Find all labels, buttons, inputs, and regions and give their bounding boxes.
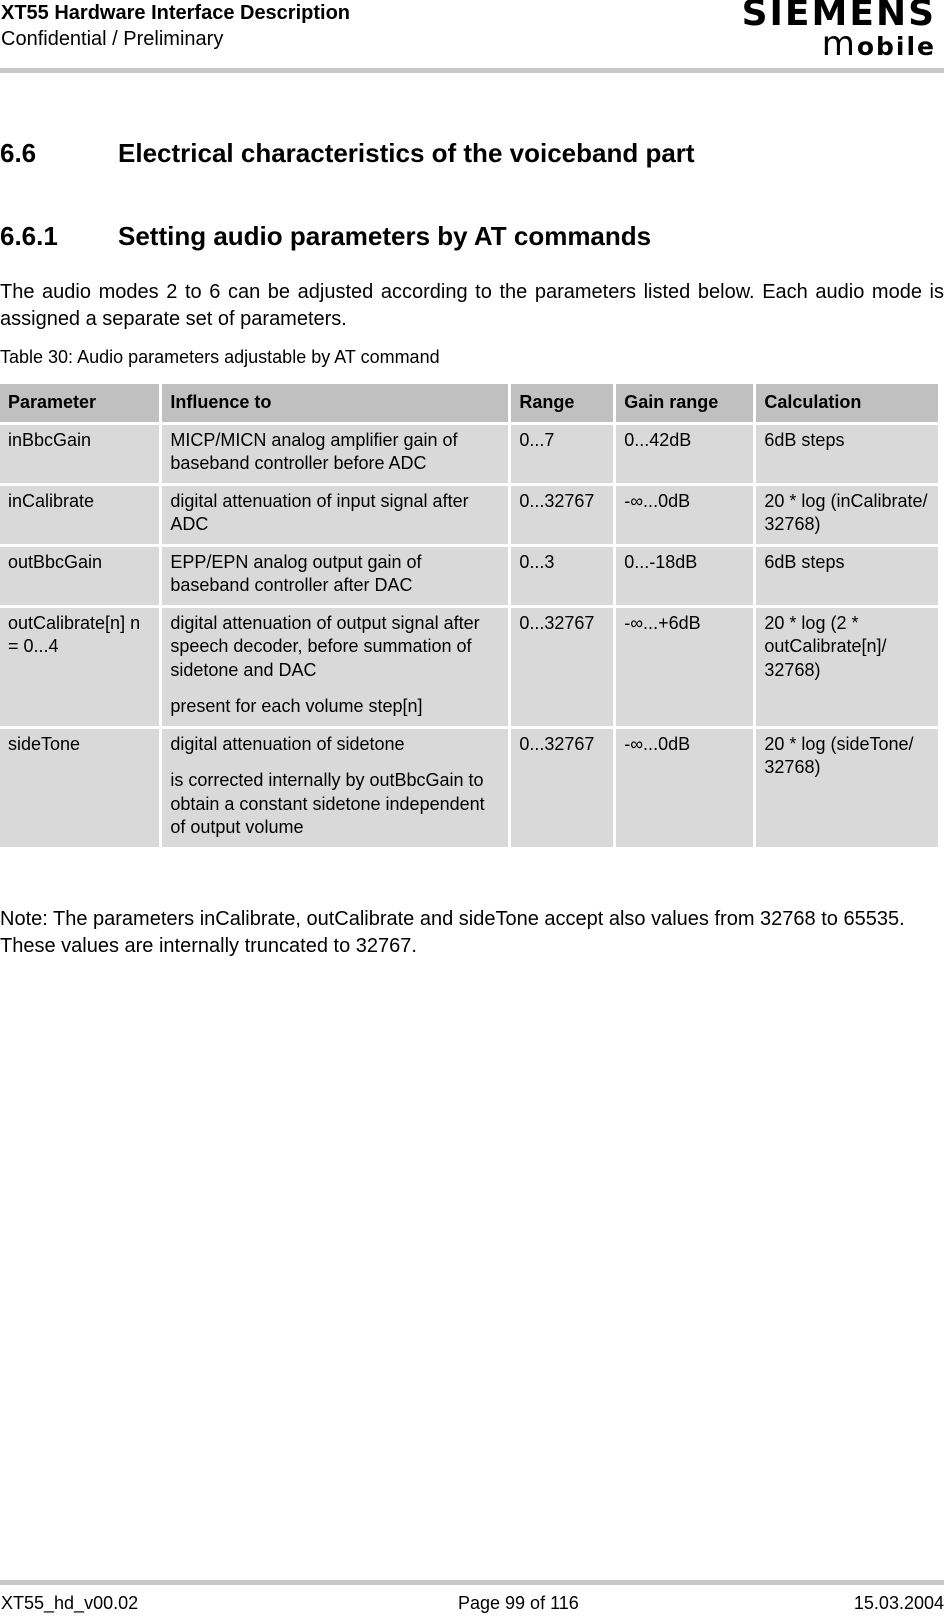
cell-influence xyxy=(162,547,508,608)
table-row xyxy=(0,425,938,486)
table-row xyxy=(0,486,938,547)
cell-calculation: 6dB steps xyxy=(756,425,938,486)
cell-calculation: 20 * log (inCalibrate/ 32768) xyxy=(756,486,938,547)
cell-gain-range: -∞...0dB xyxy=(616,729,753,850)
note-paragraph: Note: The parameters inCalibrate, outCalibrate and sideTone accept also values from 32768 to 65535. These values are internally truncated to 32767. xyxy=(0,908,905,957)
column-header-range: Range xyxy=(511,384,613,425)
cell-influence xyxy=(162,425,508,486)
page-header xyxy=(0,0,944,70)
section-number: 6.6 xyxy=(0,138,37,168)
document-subtitle: Confidential / Preliminary xyxy=(1,28,224,50)
subsection-heading xyxy=(0,221,651,252)
influence-text: digital attenuation of output signal after speech decoder, before summation of sidetone and DAC xyxy=(170,612,480,680)
column-header-gain-range: Gain range xyxy=(616,384,753,425)
column-header-influence: Influence to xyxy=(162,384,508,425)
logo-brand: SIEMENS xyxy=(741,0,936,34)
logo-sub-initial: m xyxy=(821,24,857,64)
cell-gain-range: 0...42dB xyxy=(616,425,753,486)
cell-gain-range: 0...-18dB xyxy=(616,547,753,608)
document-title: XT55 Hardware Interface Description xyxy=(1,2,351,24)
cell-parameter: inBbcGain xyxy=(0,425,159,486)
siemens-mobile-logo xyxy=(706,0,936,64)
table-row xyxy=(0,547,938,608)
logo-sub-rest: obile xyxy=(856,32,936,61)
influence-note: present for each volume step[n] xyxy=(170,696,423,716)
cell-calculation: 6dB steps xyxy=(756,547,938,608)
table-caption: Table 30: Audio parameters adjustable by AT command xyxy=(0,347,440,367)
table-row xyxy=(0,608,938,729)
cell-calculation: 20 * log (2 * outCalibrate[n]/ 32768) xyxy=(756,608,938,729)
section-heading xyxy=(0,138,695,169)
cell-parameter: inCalibrate xyxy=(0,486,159,547)
influence-text: digital attenuation of input signal after ADC xyxy=(170,490,469,534)
subsection-title: Setting audio parameters by AT commands xyxy=(118,221,652,251)
footer-doc-id: XT55_hd_v00.02 xyxy=(1,1593,139,1613)
cell-influence xyxy=(162,608,508,729)
cell-influence xyxy=(162,729,508,850)
cell-parameter: outBbcGain xyxy=(0,547,159,608)
cell-parameter: sideTone xyxy=(0,729,159,850)
cell-parameter: outCalibrate[n] n = 0...4 xyxy=(0,608,159,729)
influence-note: is corrected internally by outBbcGain to obtain a constant sidetone independent of output volume xyxy=(170,770,485,837)
intro-paragraph: The audio modes 2 to 6 can be adjusted according to the parameters listed below. Each audio mode is assigned a separate set of parameters. xyxy=(0,281,944,330)
cell-gain-range: -∞...+6dB xyxy=(616,608,753,729)
column-header-parameter: Parameter xyxy=(0,384,159,425)
influence-text: digital attenuation of sidetone xyxy=(170,733,405,754)
column-header-calculation: Calculation xyxy=(756,384,938,425)
section-title: Electrical characteristics of the voiceband part xyxy=(118,138,695,168)
cell-range: 0...32767 xyxy=(511,729,613,850)
audio-parameters-table xyxy=(0,384,944,850)
header-divider xyxy=(0,68,944,73)
influence-text: MICP/MICN analog amplifier gain of baseband controller before ADC xyxy=(170,429,458,473)
cell-range: 0...3 xyxy=(511,547,613,608)
cell-calculation: 20 * log (sideTone/ 32768) xyxy=(756,729,938,850)
footer-divider xyxy=(0,1580,944,1585)
table-row xyxy=(0,729,938,850)
footer-page-number: Page 99 of 116 xyxy=(458,1593,579,1613)
cell-gain-range: -∞...0dB xyxy=(616,486,753,547)
cell-range: 0...32767 xyxy=(511,486,613,547)
cell-range: 0...7 xyxy=(511,425,613,486)
influence-text: EPP/EPN analog output gain of baseband controller after DAC xyxy=(170,551,422,595)
logo-sub xyxy=(706,24,936,64)
cell-influence xyxy=(162,486,508,547)
cell-range: 0...32767 xyxy=(511,608,613,729)
footer-date: 15.03.2004 xyxy=(853,1593,944,1613)
subsection-number: 6.6.1 xyxy=(0,221,58,251)
table-header-row xyxy=(0,384,938,425)
